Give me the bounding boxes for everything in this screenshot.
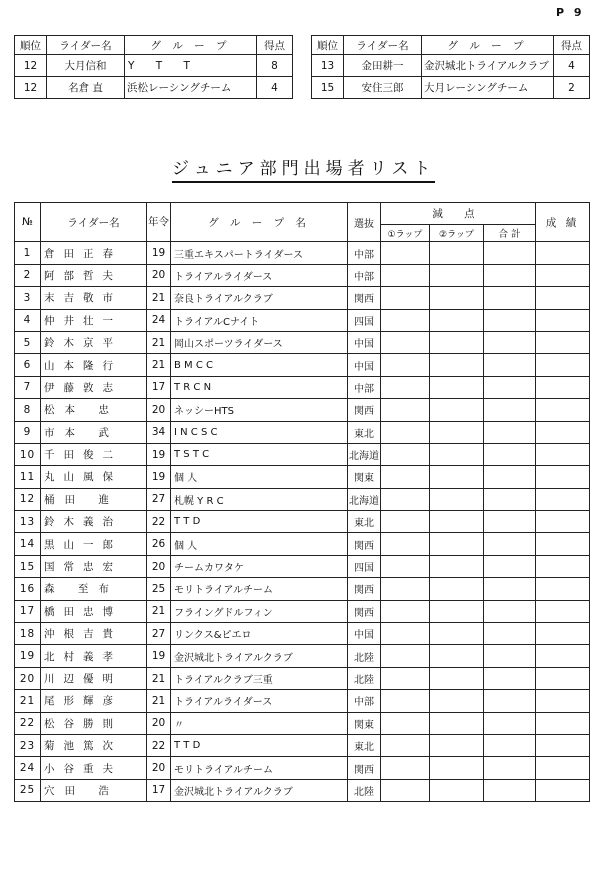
rider-age: 19 [147, 443, 171, 465]
table-row [15, 443, 590, 465]
table-row [15, 399, 590, 421]
rider-age: 25 [147, 578, 171, 600]
group-name: T R C N [171, 376, 348, 398]
points: 4 [554, 55, 590, 77]
col-group: グ ル ー プ 名 [171, 203, 348, 242]
total-cell [484, 242, 536, 264]
result-cell [536, 690, 590, 712]
lap1-cell [381, 309, 430, 331]
entry-number: 6 [15, 354, 41, 376]
table-row [15, 555, 590, 577]
table-row [15, 376, 590, 398]
rider-age: 21 [147, 667, 171, 689]
col-group: グ ル ー プ [422, 36, 554, 55]
entry-number: 19 [15, 645, 41, 667]
total-cell [484, 488, 536, 510]
rider-name: 仲井壮一 [41, 309, 147, 331]
result-cell [536, 354, 590, 376]
group: 大月レーシングチーム [422, 77, 554, 99]
result-cell [536, 645, 590, 667]
group-name: フライングドルフィン [171, 600, 348, 622]
entry-number: 15 [15, 555, 41, 577]
table-row [15, 264, 590, 286]
rider-name: 沖根吉貴 [41, 623, 147, 645]
lap1-cell [381, 264, 430, 286]
entry-number: 3 [15, 287, 41, 309]
group-name: T S T C [171, 443, 348, 465]
list-header-row [15, 203, 590, 225]
group-name: 奈良トライアルクラブ [171, 287, 348, 309]
rider-name: 川辺優明 [41, 667, 147, 689]
rider-age: 21 [147, 331, 171, 353]
group-name: 個 人 [171, 466, 348, 488]
rider-name: 森 至布 [41, 578, 147, 600]
result-cell [536, 399, 590, 421]
entry-number: 9 [15, 421, 41, 443]
col-rank: 順位 [15, 36, 47, 55]
rider-name: 小谷重夫 [41, 757, 147, 779]
table-row [15, 55, 293, 77]
result-cell [536, 242, 590, 264]
page-number: P 9 [556, 6, 585, 19]
group-name: 個 人 [171, 533, 348, 555]
total-cell [484, 511, 536, 533]
rider-name: 橋田忠博 [41, 600, 147, 622]
col-rider: ライダー名 [344, 36, 422, 55]
entry-number: 22 [15, 712, 41, 734]
rider-age: 17 [147, 376, 171, 398]
col-lap2: ②ラップ [430, 225, 484, 242]
region: 北海道 [348, 488, 381, 510]
entry-number: 21 [15, 690, 41, 712]
group-name: 札幌 Y R C [171, 488, 348, 510]
lap2-cell [430, 690, 484, 712]
group-name: T T D [171, 511, 348, 533]
lap2-cell [430, 287, 484, 309]
table-row [15, 354, 590, 376]
total-cell [484, 623, 536, 645]
rider-name: 松谷勝則 [41, 712, 147, 734]
result-cell [536, 466, 590, 488]
col-group: グ ル ー プ [125, 36, 257, 55]
rider-name: 倉田正春 [41, 242, 147, 264]
total-cell [484, 578, 536, 600]
lap2-cell [430, 578, 484, 600]
result-cell [536, 555, 590, 577]
results-header-row [15, 36, 293, 55]
region: 関西 [348, 287, 381, 309]
region: 東北 [348, 421, 381, 443]
table-row [15, 421, 590, 443]
table-row [15, 667, 590, 689]
lap2-cell [430, 511, 484, 533]
region: 中部 [348, 376, 381, 398]
lap2-cell [430, 667, 484, 689]
lap2-cell [430, 376, 484, 398]
entry-number: 13 [15, 511, 41, 533]
result-cell [536, 264, 590, 286]
rider-name: 安住三郎 [344, 77, 422, 99]
lap2-cell [430, 264, 484, 286]
region: 中部 [348, 242, 381, 264]
table-row [15, 600, 590, 622]
region: 中国 [348, 623, 381, 645]
rider-age: 20 [147, 712, 171, 734]
lap1-cell [381, 623, 430, 645]
group-name: B M C C [171, 354, 348, 376]
region: 関西 [348, 399, 381, 421]
entry-number: 17 [15, 600, 41, 622]
lap2-cell [430, 623, 484, 645]
region: 北陸 [348, 667, 381, 689]
rider-name: 黒山一郎 [41, 533, 147, 555]
rider-name: 鈴木京平 [41, 331, 147, 353]
rider-name: 千田俊二 [41, 443, 147, 465]
rider-age: 22 [147, 511, 171, 533]
result-cell [536, 421, 590, 443]
total-cell [484, 264, 536, 286]
result-cell [536, 779, 590, 801]
rider-name: 山本隆行 [41, 354, 147, 376]
lap1-cell [381, 667, 430, 689]
entry-number: 14 [15, 533, 41, 555]
entry-number: 7 [15, 376, 41, 398]
rider-age: 20 [147, 264, 171, 286]
total-cell [484, 712, 536, 734]
table-row [15, 578, 590, 600]
entry-number: 24 [15, 757, 41, 779]
col-lap1: ①ラップ [381, 225, 430, 242]
entry-number: 11 [15, 466, 41, 488]
rider-name: 穴田 浩 [41, 779, 147, 801]
table-row [15, 690, 590, 712]
rider-age: 20 [147, 399, 171, 421]
points: 8 [257, 55, 293, 77]
table-row [312, 55, 590, 77]
rider-age: 20 [147, 757, 171, 779]
rider-name: 北村義孝 [41, 645, 147, 667]
entry-number: 4 [15, 309, 41, 331]
total-cell [484, 734, 536, 756]
group-name: 三重エキスパートライダース [171, 242, 348, 264]
rider-age: 19 [147, 645, 171, 667]
entry-number: 8 [15, 399, 41, 421]
region: 関東 [348, 466, 381, 488]
lap1-cell [381, 533, 430, 555]
result-cell [536, 734, 590, 756]
group-name: ネッシーHTS [171, 399, 348, 421]
junior-entrants-table [14, 202, 590, 802]
group-name: I N C S C [171, 421, 348, 443]
group: 浜松レーシングチーム [125, 77, 257, 99]
total-cell [484, 399, 536, 421]
total-cell [484, 757, 536, 779]
results-table-left [14, 35, 293, 99]
lap2-cell [430, 399, 484, 421]
rider-name: 金田耕一 [344, 55, 422, 77]
region: 東北 [348, 511, 381, 533]
rider-age: 27 [147, 623, 171, 645]
region: 四国 [348, 555, 381, 577]
rider-name: 大月信和 [47, 55, 125, 77]
rider-age: 22 [147, 734, 171, 756]
rider-name: 阿部哲夫 [41, 264, 147, 286]
lap1-cell [381, 376, 430, 398]
group-name: トライアルライダース [171, 264, 348, 286]
col-rank: 順位 [312, 36, 344, 55]
group-name: 金沢城北トライアルクラブ [171, 645, 348, 667]
group-name: モリトライアルチーム [171, 578, 348, 600]
entry-number: 10 [15, 443, 41, 465]
total-cell [484, 555, 536, 577]
group-name: トライアルライダース [171, 690, 348, 712]
result-cell [536, 376, 590, 398]
rider-name: 国常忠宏 [41, 555, 147, 577]
table-row [15, 712, 590, 734]
lap2-cell [430, 488, 484, 510]
group: Y T T [125, 55, 257, 77]
table-row [15, 466, 590, 488]
entry-number: 16 [15, 578, 41, 600]
region: 関西 [348, 757, 381, 779]
col-age: 年令 [147, 203, 171, 242]
lap1-cell [381, 757, 430, 779]
table-row [15, 757, 590, 779]
col-total: 合 計 [484, 225, 536, 242]
region: 関西 [348, 578, 381, 600]
entry-number: 20 [15, 667, 41, 689]
lap1-cell [381, 331, 430, 353]
lap1-cell [381, 399, 430, 421]
table-row [15, 779, 590, 801]
result-cell [536, 488, 590, 510]
rider-name: 桶田 進 [41, 488, 147, 510]
lap2-cell [430, 779, 484, 801]
region: 中国 [348, 331, 381, 353]
result-cell [536, 511, 590, 533]
lap1-cell [381, 354, 430, 376]
list-body [15, 242, 590, 802]
rider-age: 27 [147, 488, 171, 510]
col-region: 選抜 [348, 203, 381, 242]
lap2-cell [430, 600, 484, 622]
entry-number: 18 [15, 623, 41, 645]
region: 北陸 [348, 779, 381, 801]
total-cell [484, 443, 536, 465]
rider-name: 丸山風保 [41, 466, 147, 488]
rider-age: 24 [147, 309, 171, 331]
col-points: 得点 [554, 36, 590, 55]
region: 中部 [348, 690, 381, 712]
result-cell [536, 287, 590, 309]
page-title: ジュニア部門出場者リスト [172, 154, 435, 183]
group-name: トライアルCナイト [171, 309, 348, 331]
points: 4 [257, 77, 293, 99]
result-cell [536, 667, 590, 689]
entry-number: 2 [15, 264, 41, 286]
entry-number: 1 [15, 242, 41, 264]
total-cell [484, 690, 536, 712]
region: 東北 [348, 734, 381, 756]
lap2-cell [430, 421, 484, 443]
result-cell [536, 712, 590, 734]
lap1-cell [381, 511, 430, 533]
rider-name: 末吉敬市 [41, 287, 147, 309]
rider-age: 26 [147, 533, 171, 555]
table-row [15, 511, 590, 533]
region: 北海道 [348, 443, 381, 465]
lap2-cell [430, 533, 484, 555]
lap2-cell [430, 734, 484, 756]
group: 金沢城北トライアルクラブ [422, 55, 554, 77]
table-row [15, 488, 590, 510]
group-name: リンクス&ピエロ [171, 623, 348, 645]
total-cell [484, 533, 536, 555]
rider-name: 松本 忠 [41, 399, 147, 421]
points: 2 [554, 77, 590, 99]
rider-age: 34 [147, 421, 171, 443]
lap1-cell [381, 645, 430, 667]
total-cell [484, 667, 536, 689]
lap1-cell [381, 690, 430, 712]
group-name: トライアルクラブ三重 [171, 667, 348, 689]
region: 関西 [348, 600, 381, 622]
group-name: チームカワタケ [171, 555, 348, 577]
result-cell [536, 578, 590, 600]
lap2-cell [430, 331, 484, 353]
lap1-cell [381, 600, 430, 622]
rider-name: 伊藤敦志 [41, 376, 147, 398]
table-row [15, 533, 590, 555]
entry-number: 25 [15, 779, 41, 801]
rider-age: 19 [147, 466, 171, 488]
lap2-cell [430, 555, 484, 577]
col-result: 成 績 [536, 203, 590, 242]
lap2-cell [430, 443, 484, 465]
rank: 15 [312, 77, 344, 99]
total-cell [484, 779, 536, 801]
table-row [15, 309, 590, 331]
table-row [15, 287, 590, 309]
table-row [15, 242, 590, 264]
total-cell [484, 421, 536, 443]
lap1-cell [381, 734, 430, 756]
table-row [312, 77, 590, 99]
lap2-cell [430, 354, 484, 376]
lap2-cell [430, 757, 484, 779]
results-header-row [312, 36, 590, 55]
col-rider: ライダー名 [47, 36, 125, 55]
group-name: 〃 [171, 712, 348, 734]
lap1-cell [381, 466, 430, 488]
result-cell [536, 600, 590, 622]
group-name: T T D [171, 734, 348, 756]
lap1-cell [381, 488, 430, 510]
rider-age: 19 [147, 242, 171, 264]
result-cell [536, 757, 590, 779]
lap1-cell [381, 242, 430, 264]
rider-name: 市本 武 [41, 421, 147, 443]
lap2-cell [430, 466, 484, 488]
region: 中部 [348, 264, 381, 286]
region: 北陸 [348, 645, 381, 667]
lap1-cell [381, 578, 430, 600]
entry-number: 12 [15, 488, 41, 510]
rider-age: 21 [147, 354, 171, 376]
result-cell [536, 309, 590, 331]
result-cell [536, 443, 590, 465]
region: 関西 [348, 533, 381, 555]
entry-number: 5 [15, 331, 41, 353]
rider-age: 21 [147, 600, 171, 622]
result-cell [536, 623, 590, 645]
total-cell [484, 309, 536, 331]
table-row [15, 645, 590, 667]
total-cell [484, 287, 536, 309]
rank: 12 [15, 77, 47, 99]
lap2-cell [430, 712, 484, 734]
results-table-right [311, 35, 590, 99]
table-row [15, 77, 293, 99]
lap1-cell [381, 779, 430, 801]
total-cell [484, 376, 536, 398]
table-row [15, 331, 590, 353]
rider-name: 鈴木義治 [41, 511, 147, 533]
rider-name: 尾形輝彦 [41, 690, 147, 712]
total-cell [484, 331, 536, 353]
lap2-cell [430, 242, 484, 264]
group-name: モリトライアルチーム [171, 757, 348, 779]
rider-name: 名倉 直 [47, 77, 125, 99]
rider-age: 21 [147, 287, 171, 309]
lap1-cell [381, 555, 430, 577]
lap2-cell [430, 645, 484, 667]
lap1-cell [381, 421, 430, 443]
lap1-cell [381, 712, 430, 734]
total-cell [484, 354, 536, 376]
rider-age: 17 [147, 779, 171, 801]
rider-age: 20 [147, 555, 171, 577]
entry-number: 23 [15, 734, 41, 756]
group-name: 金沢城北トライアルクラブ [171, 779, 348, 801]
table-row [15, 734, 590, 756]
result-cell [536, 533, 590, 555]
rank: 12 [15, 55, 47, 77]
rank: 13 [312, 55, 344, 77]
total-cell [484, 466, 536, 488]
region: 関東 [348, 712, 381, 734]
group-name: 岡山スポーツライダース [171, 331, 348, 353]
lap1-cell [381, 287, 430, 309]
col-points: 得点 [257, 36, 293, 55]
total-cell [484, 600, 536, 622]
col-no: № [15, 203, 41, 242]
region: 中国 [348, 354, 381, 376]
total-cell [484, 645, 536, 667]
lap2-cell [430, 309, 484, 331]
col-deduction: 減 点 [381, 203, 536, 225]
table-row [15, 623, 590, 645]
col-rider: ライダー名 [41, 203, 147, 242]
lap1-cell [381, 443, 430, 465]
region: 四国 [348, 309, 381, 331]
rider-name: 菊池篤次 [41, 734, 147, 756]
rider-age: 21 [147, 690, 171, 712]
result-cell [536, 331, 590, 353]
